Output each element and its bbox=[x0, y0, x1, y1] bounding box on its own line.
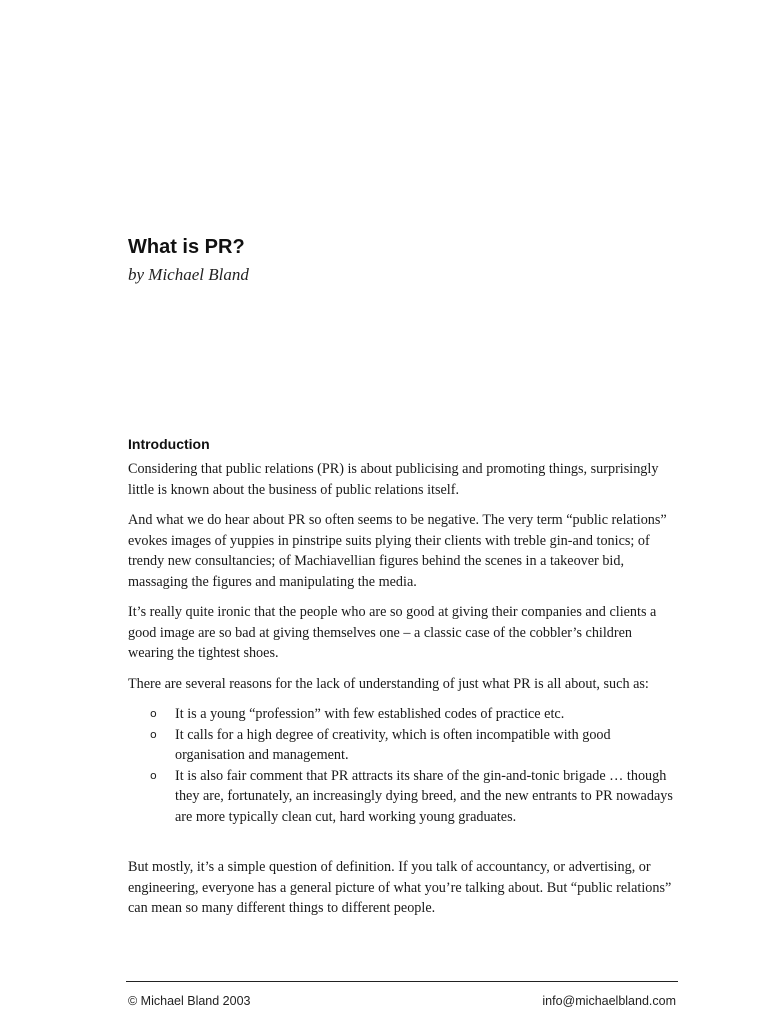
paragraph: There are several reasons for the lack of understanding of just what PR is all about, such as: bbox=[128, 675, 649, 692]
list-item-text: It calls for a high degree of creativity, which is often incompatible with good organisation and management. bbox=[175, 726, 611, 763]
bullet-marker: o bbox=[150, 727, 157, 741]
footer-email: info@michaelbland.com bbox=[542, 994, 676, 1008]
list-item bbox=[150, 766, 680, 828]
bullet-marker: o bbox=[150, 768, 157, 782]
document-title: What is PR? bbox=[128, 236, 245, 258]
footer-copyright: © Michael Bland 2003 bbox=[128, 994, 251, 1008]
paragraph: It’s really quite ironic that the people who are so good at giving their companies and clients a good image are so bad at giving themselves one – a classic case of the cobbler’s children wearing the tightest shoes. bbox=[128, 604, 657, 661]
reasons-list bbox=[128, 704, 680, 827]
bullet-marker: o bbox=[150, 707, 157, 720]
list-item-text: It is also fair comment that PR attracts its share of the gin-and-tonic brigade … though they are, fortunately, an increasingly dying breed, and the new entrants to PR nowadays are more typically clean cut, hard working young graduates. bbox=[175, 767, 673, 825]
document-body bbox=[128, 435, 680, 929]
list-item bbox=[150, 704, 680, 725]
section-heading-introduction: Introduction bbox=[128, 436, 210, 452]
paragraph: But mostly, it’s a simple question of definition. If you talk of accountancy, or advertising, or engineering, everyone has a general picture of what you’re talking about. But “public relations” can mean so many different things to different people. bbox=[128, 859, 672, 916]
paragraph: Considering that public relations (PR) is about publicising and promoting things, surprisingly little is known about the business of public relations itself. bbox=[128, 461, 659, 498]
footer-divider bbox=[126, 981, 678, 982]
author-byline: by Michael Bland bbox=[128, 265, 249, 284]
list-item-text: It is a young “profession” with few established codes of practice etc. bbox=[175, 706, 565, 722]
list-item bbox=[150, 725, 680, 766]
paragraph: And what we do hear about PR so often seems to be negative. The very term “public relations” evokes images of yuppies in pinstripe suits plying their clients with treble gin-and tonics; of trendy new consultancies; of Machiavellian figures behind the scenes in a takeover bid, massaging the figures and manipulating the media. bbox=[128, 512, 667, 590]
